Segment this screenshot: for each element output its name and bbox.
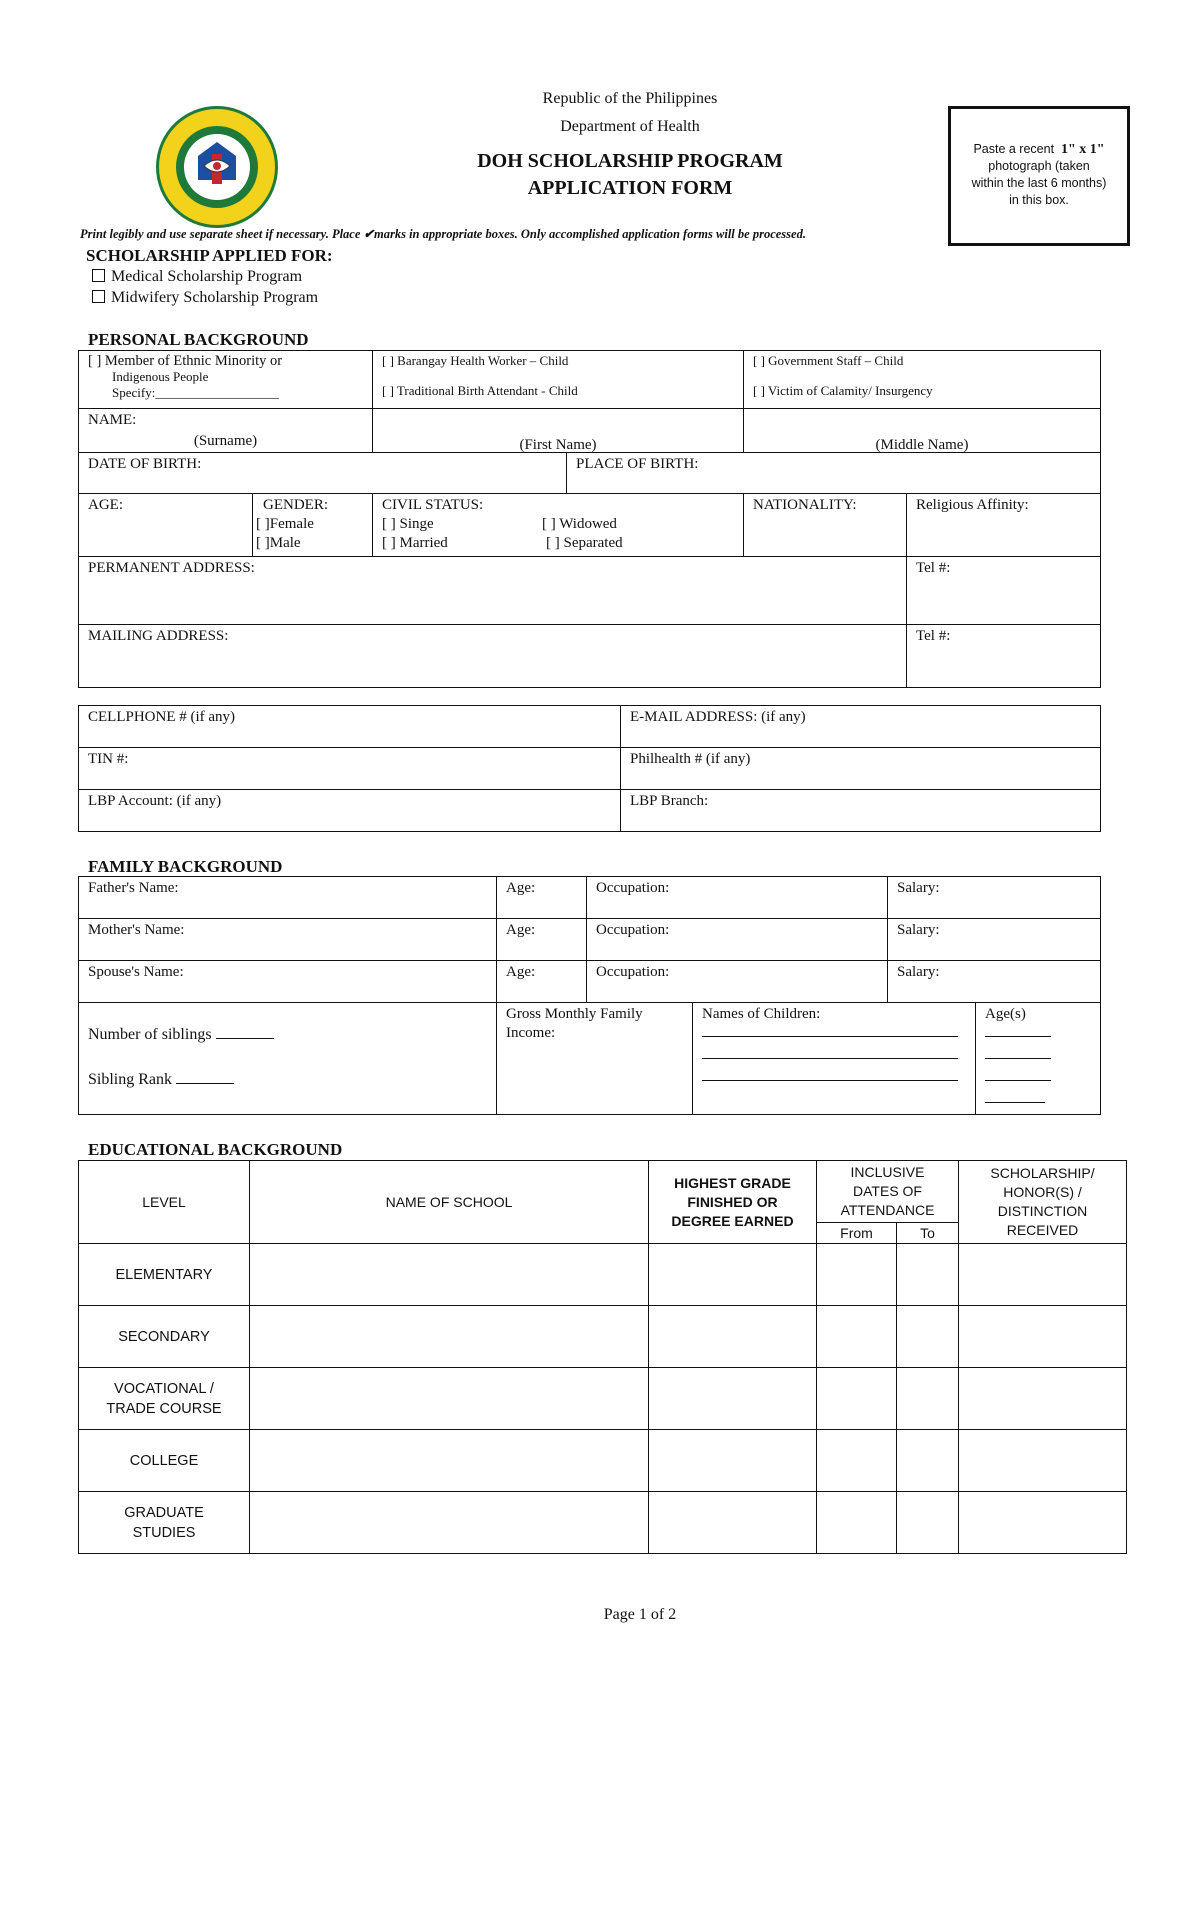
child-name-line[interactable] xyxy=(702,1037,958,1059)
photo-box[interactable] xyxy=(948,106,1130,246)
civil-status-label: CIVIL STATUS: xyxy=(382,497,484,513)
email-field[interactable] xyxy=(621,706,1101,748)
tba-option: [ ] Traditional Birth Attendant - Child xyxy=(382,383,578,398)
tin-label: TIN #: xyxy=(88,751,129,767)
education-heading: EDUCATIONAL BACKGROUND xyxy=(88,1140,343,1159)
male-option[interactable]: [ ]Male xyxy=(256,535,301,551)
school-name-field[interactable] xyxy=(250,1244,649,1306)
siblings-input-line[interactable] xyxy=(216,1038,274,1039)
col-highest-header: HIGHEST GRADE FINISHED OR DEGREE EARNED xyxy=(649,1161,817,1244)
lbp-account-label: LBP Account: (if any) xyxy=(88,793,222,809)
married-option[interactable]: [ ] Married xyxy=(382,535,448,551)
calamity-option: [ ] Victim of Calamity/ Insurgency xyxy=(753,383,933,398)
school-name-field[interactable] xyxy=(250,1492,649,1554)
col-dates-header: INCLUSIVE DATES OF ATTENDANCE xyxy=(817,1161,959,1223)
father-label: Father's Name: xyxy=(88,880,179,896)
surname-caption: (Surname) xyxy=(193,433,258,449)
name-label: NAME: xyxy=(88,412,137,428)
ethnic-minority-cell[interactable] xyxy=(79,351,373,409)
tin-field[interactable] xyxy=(79,748,621,790)
highest-grade-field[interactable] xyxy=(649,1430,817,1492)
instructions: Print legibly and use separate sheet if necessary. Place ✔marks in appropriate boxes. Only accomplished application forms will be processed. xyxy=(80,227,806,241)
email-label: E-MAIL ADDRESS: (if any) xyxy=(630,709,806,725)
first-name-field[interactable] xyxy=(373,409,744,453)
spouse-name-field[interactable] xyxy=(79,961,497,1003)
spouse-age-field[interactable] xyxy=(497,961,587,1003)
highest-grade-field[interactable] xyxy=(649,1492,817,1554)
col-to-header: To xyxy=(897,1223,959,1244)
mother-age-field[interactable] xyxy=(497,919,587,961)
school-name-field[interactable] xyxy=(250,1306,649,1368)
place-of-birth-field[interactable] xyxy=(567,453,1101,494)
religion-field[interactable] xyxy=(907,494,1101,557)
sibling-rank-input-line[interactable] xyxy=(176,1083,234,1084)
checkbox[interactable] xyxy=(92,269,105,282)
option-label: Medical Scholarship Program xyxy=(111,268,303,285)
personal-table-address xyxy=(78,556,1101,688)
highest-grade-field[interactable] xyxy=(649,1368,817,1430)
occupation-label: Occupation: xyxy=(596,880,670,896)
date-of-birth-field[interactable] xyxy=(79,453,567,494)
child-age-line[interactable] xyxy=(985,1037,1051,1059)
midwifery-scholarship-option[interactable] xyxy=(92,289,318,307)
date-from-field[interactable] xyxy=(817,1306,897,1368)
children-ages-cell[interactable] xyxy=(976,1003,1101,1115)
col-honors-header: SCHOLARSHIP/ HONOR(S) / DISTINCTION RECEIVED xyxy=(959,1161,1127,1244)
mail-address-label: MAILING ADDRESS: xyxy=(88,628,229,644)
spouse-label: Spouse's Name: xyxy=(88,964,184,980)
date-to-field[interactable] xyxy=(897,1430,959,1492)
gross-income-label: Gross Monthly Family Income: xyxy=(506,1006,643,1041)
level-graduate: GRADUATE STUDIES xyxy=(79,1492,250,1554)
dob-label: DATE OF BIRTH: xyxy=(88,456,202,472)
honors-field[interactable] xyxy=(959,1492,1127,1554)
middle-name-field[interactable] xyxy=(744,409,1101,453)
date-to-field[interactable] xyxy=(897,1492,959,1554)
family-table xyxy=(78,876,1101,1003)
mother-salary-field[interactable] xyxy=(888,919,1101,961)
age-field[interactable] xyxy=(79,494,253,557)
nationality-label: NATIONALITY: xyxy=(753,497,857,513)
date-from-field[interactable] xyxy=(817,1368,897,1430)
gender-label: GENDER: xyxy=(263,497,328,513)
children-names-cell[interactable] xyxy=(693,1003,976,1115)
female-option[interactable]: [ ]Female xyxy=(256,516,314,532)
level-college: COLLEGE xyxy=(79,1430,250,1492)
photo-box-text: photograph (taken xyxy=(988,159,1090,173)
col-school-header: NAME OF SCHOOL xyxy=(250,1161,649,1244)
children-label: Names of Children: xyxy=(702,1006,821,1022)
photo-box-text: in this box. xyxy=(1009,193,1069,207)
permanent-tel-field[interactable] xyxy=(907,557,1101,625)
salary-label: Salary: xyxy=(897,880,940,896)
ages-label: Age(s) xyxy=(985,1006,1026,1022)
col-level-header: LEVEL xyxy=(79,1161,250,1244)
option-label: Midwifery Scholarship Program xyxy=(111,289,319,306)
honors-field[interactable] xyxy=(959,1368,1127,1430)
spouse-salary-field[interactable] xyxy=(888,961,1101,1003)
date-to-field[interactable] xyxy=(897,1244,959,1306)
department-line: Department of Health xyxy=(560,118,700,135)
mother-name-field[interactable] xyxy=(79,919,497,961)
photo-size: 1" x 1" xyxy=(1061,142,1105,157)
occupation-label: Occupation: xyxy=(596,964,670,980)
personal-table-demographics xyxy=(78,493,1101,557)
date-from-field[interactable] xyxy=(817,1492,897,1554)
level-vocational: VOCATIONAL / TRADE COURSE xyxy=(79,1368,250,1430)
highest-grade-field[interactable] xyxy=(649,1306,817,1368)
level-elementary: ELEMENTARY xyxy=(79,1244,250,1306)
photo-box-text: Paste a recent xyxy=(973,142,1055,156)
occupation-label: Occupation: xyxy=(596,922,670,938)
philhealth-label: Philhealth # (if any) xyxy=(630,751,751,767)
gov-staff-option: [ ] Government Staff – Child xyxy=(753,353,904,368)
gender-field[interactable] xyxy=(253,494,373,557)
widowed-option[interactable]: [ ] Widowed xyxy=(542,516,617,532)
personal-table-top xyxy=(78,350,1101,453)
photo-box-text: within the last 6 months) xyxy=(971,176,1107,190)
civil-status-field[interactable] xyxy=(373,494,744,557)
ethnic-specify: Specify:___________________ xyxy=(112,385,279,400)
highest-grade-field[interactable] xyxy=(649,1244,817,1306)
surname-field[interactable] xyxy=(79,409,373,453)
honors-field[interactable] xyxy=(959,1306,1127,1368)
personal-table-dob xyxy=(78,452,1101,494)
date-from-field[interactable] xyxy=(817,1430,897,1492)
father-name-field[interactable] xyxy=(79,877,497,919)
spouse-occupation-field[interactable] xyxy=(587,961,888,1003)
tel-label: Tel #: xyxy=(916,628,951,644)
age-label: Age: xyxy=(506,922,536,938)
pob-label: PLACE OF BIRTH: xyxy=(576,456,699,472)
age-label: Age: xyxy=(506,880,536,896)
gov-staff-cell[interactable] xyxy=(744,351,1101,409)
health-worker-cell[interactable] xyxy=(373,351,744,409)
child-age-line[interactable] xyxy=(985,1059,1051,1081)
tel-label: Tel #: xyxy=(916,560,951,576)
page-number: Page 1 of 2 xyxy=(603,1606,677,1623)
siblings-label: Number of siblings xyxy=(88,1026,212,1043)
father-age-field[interactable] xyxy=(497,877,587,919)
single-option[interactable]: [ ] Singe xyxy=(382,516,434,532)
lbp-account-field[interactable] xyxy=(79,790,621,832)
lbp-branch-label: LBP Branch: xyxy=(630,793,709,809)
permanent-address-field[interactable] xyxy=(79,557,907,625)
lbp-branch-field[interactable] xyxy=(621,790,1101,832)
honors-field[interactable] xyxy=(959,1430,1127,1492)
siblings-cell[interactable] xyxy=(79,1003,497,1115)
father-salary-field[interactable] xyxy=(888,877,1101,919)
age-label: AGE: xyxy=(88,497,123,513)
separated-option[interactable]: [ ] Separated xyxy=(546,535,623,551)
mailing-address-field[interactable] xyxy=(79,625,907,688)
mother-occupation-field[interactable] xyxy=(587,919,888,961)
date-to-field[interactable] xyxy=(897,1306,959,1368)
salary-label: Salary: xyxy=(897,922,940,938)
cellphone-field[interactable] xyxy=(79,706,621,748)
school-name-field[interactable] xyxy=(250,1430,649,1492)
checkbox[interactable] xyxy=(92,290,105,303)
salary-label: Salary: xyxy=(897,964,940,980)
level-secondary: SECONDARY xyxy=(79,1306,250,1368)
sibling-rank-label: Sibling Rank xyxy=(88,1071,173,1088)
honors-field[interactable] xyxy=(959,1244,1127,1306)
scholarship-heading: SCHOLARSHIP APPLIED FOR: xyxy=(86,246,333,265)
child-name-line[interactable] xyxy=(702,1059,958,1081)
bhw-option: [ ] Barangay Health Worker – Child xyxy=(382,353,569,368)
ethnic-line2: Indigenous People xyxy=(112,369,209,384)
perm-address-label: PERMANENT ADDRESS: xyxy=(88,560,255,576)
mailing-tel-field[interactable] xyxy=(907,625,1101,688)
age-label: Age: xyxy=(506,964,536,980)
education-table xyxy=(78,1160,1127,1554)
cellphone-label: CELLPHONE # (if any) xyxy=(88,709,236,725)
mother-label: Mother's Name: xyxy=(88,922,185,938)
philhealth-field[interactable] xyxy=(621,748,1101,790)
contact-table xyxy=(78,705,1101,832)
child-age-line[interactable] xyxy=(985,1081,1045,1103)
religion-label: Religious Affinity: xyxy=(916,497,1029,513)
medical-scholarship-option[interactable] xyxy=(92,268,302,286)
col-from-header: From xyxy=(817,1223,897,1244)
family-heading: FAMILY BACKGROUND xyxy=(88,857,283,876)
date-to-field[interactable] xyxy=(897,1368,959,1430)
form-title-line1: DOH SCHOLARSHIP PROGRAM xyxy=(477,150,783,172)
form-title-line2: APPLICATION FORM xyxy=(527,177,733,199)
middle-name-caption: (Middle Name) xyxy=(875,437,969,453)
date-from-field[interactable] xyxy=(817,1244,897,1306)
ethnic-line1: [ ] Member of Ethnic Minority or xyxy=(88,353,283,369)
personal-heading: PERSONAL BACKGROUND xyxy=(88,330,309,349)
first-name-caption: (First Name) xyxy=(519,437,597,453)
child-name-line[interactable] xyxy=(702,1024,958,1037)
school-name-field[interactable] xyxy=(250,1368,649,1430)
nationality-field[interactable] xyxy=(744,494,907,557)
family-siblings-table xyxy=(78,1002,1101,1115)
gross-income-cell[interactable] xyxy=(497,1003,693,1115)
father-occupation-field[interactable] xyxy=(587,877,888,919)
republic-line: Republic of the Philippines xyxy=(542,90,718,107)
child-age-line[interactable] xyxy=(985,1024,1051,1037)
